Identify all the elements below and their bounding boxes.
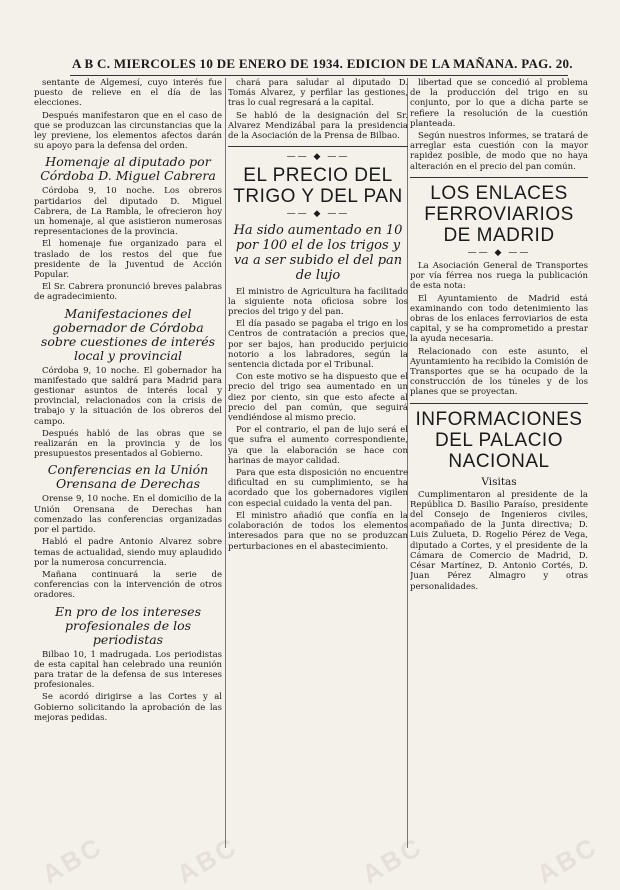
watermark: ABC — [356, 830, 429, 890]
subtitle: Ha sido aumentado en 10 por 100 el de los trigos y va a ser subido el del pan de lujo — [233, 222, 403, 283]
headline: Homenaje al diputado por Córdoba D. Miguel Cabrera — [40, 154, 216, 184]
subhead: Visitas — [481, 475, 517, 488]
paragraph: El Sr. Cabrera pronunció breves palabras de agradecimiento. — [34, 282, 222, 303]
headline: En pro de los intereses profesionales de los periodistas — [55, 603, 201, 647]
watermark: ABC — [171, 830, 244, 890]
paragraph: El ministro de Agricultura ha facilitado la siguiente nota oficiosa sobre los precios del trigo y del pan. — [228, 286, 408, 318]
section-title: INFORMACIONES DEL PALACIO NACIONAL — [415, 408, 583, 472]
section-divider — [410, 177, 588, 178]
paragraph: Después habló de las obras que se realizarán en la provincia y de los presupuestos presentados al Gobierno. — [34, 428, 222, 460]
ornament-rule: —— ◆ —— — [286, 209, 350, 220]
page-header — [72, 56, 572, 74]
paragraph: libertad que se concedió al problema de la producción del trigo en su conjunto, por lo que a dicha parte se refiere la resolución de la cuestión planteada. — [410, 78, 588, 129]
paragraph: Habló el padre Antonio Alvarez sobre temas de actualidad, siendo muy aplaudido por la numerosa concurrencia. — [34, 537, 222, 568]
paragraph: Se habló de la designación del Sr. Alvarez Mendizábal para la presidencia de la Asociación de la Prensa de Bilbao. — [228, 110, 408, 142]
paragraph: El Ayuntamiento de Madrid está examinando con todo detenimiento las obras de los enlaces ferroviarios de esta capital, y se ha comprometido a prestar la ayuda necesaria. — [410, 293, 588, 345]
headline: Manifestaciones del gobernador de Córdoba sobre cuestiones de interés local y provincial — [40, 305, 216, 363]
section-title: EL PRECIO DEL TRIGO Y DEL PAN — [233, 165, 403, 208]
paragraph: Relacionado con este asunto, el Ayuntamiento ha recibido la Comisión de Transportes que se ha ocupado de la construcción de los túneles y de los planes que se proyectan. — [410, 346, 588, 398]
header-rule — [70, 75, 568, 76]
paragraph: Se acordó dirigirse a las Cortes y al Gobierno solicitando la aprobación de las mejoras pedidas. — [34, 692, 222, 723]
column-2 — [228, 78, 408, 850]
paragraph: Córdoba 9, 10 noche. Los obreros partidarios del diputado D. Miguel Cabrera, de La Rambla, le ofrecieron hoy un homenaje, al que asistieron numerosas representaciones de la provincia. — [34, 186, 222, 238]
ornament-rule: —— ◆ —— — [467, 247, 531, 258]
section-title: LOS ENLACES FERROVIARIOS DE MADRID — [424, 182, 574, 246]
paragraph: La Asociación General de Transportes por vía férrea nos ruega la publicación de esta nota: — [410, 261, 588, 292]
paragraph: Según nuestros informes, se tratará de arreglar esta cuestión con la mayor rapidez posible, de modo que no haya alteración en el precio del pan común. — [410, 131, 588, 172]
paragraph: El ministro añadió que confía en la colaboración de todos los elementos interesados para que no se produzcan perturbaciones en el abastecimiento. — [228, 510, 408, 552]
paragraph: El día pasado se pagaba el trigo en los Centros de contratación a precios que, por ser bajos, han producido perjuicio notorio a los labradores, según la sentencia dictada por el Tribunal. — [228, 319, 408, 371]
paragraph: chará para saludar al diputado D. Tomás Alvarez, y perfilar las gestiones, tras lo cual regresará a la capital. — [228, 78, 408, 109]
paragraph: Con este motivo se ha dispuesto que el precio del trigo sea aumentado en un diez por ciento, sin que esto afecte al precio del pan común, que seguirá vendiéndose al mismo precio. — [228, 372, 408, 424]
headline: Conferencias en la Unión Orensana de Derechas — [47, 462, 209, 492]
watermark: ABC — [36, 830, 109, 890]
section-divider — [228, 146, 408, 147]
section-divider — [410, 403, 588, 404]
header-title: A B C. MIERCOLES 10 DE ENERO DE 1934. EDICION DE LA MAÑANA. PAG. 20. — [72, 56, 573, 71]
paragraph: Mañana continuará la serie de conferencias con la intervención de otros oradores. — [34, 569, 222, 601]
ornament-rule: —— ◆ —— — [286, 152, 350, 163]
paragraph: Para que esta disposición no encuentre dificultad en su cumplimiento, se ha acordado que los gobernadores vigilen con especial cuidado la venta del pan. — [228, 468, 408, 509]
paragraph: Córdoba 9, 10 noche. El gobernador ha manifestado que saldrá para Madrid para gestionar asuntos de interés local y provincial, relacionados con la crisis de trabajo y la situación de los obreros del campo. — [34, 365, 222, 427]
paragraph: Por el contrario, el pan de lujo será el que sufra el aumento correspondiente, ya que la elaboración se hace con harinas de mayor calidad. — [228, 425, 408, 466]
paragraph: Cumplimentaron al presidente de la República D. Basilio Paraíso, presidente del Consejo de Ingenieros civiles, acompañado de la Junta directiva; D. Luis Zulueta, D. Rogelio Pérez de Vega, diputado a Cortes, y el presidente de la Cámara de Comercio de Madrid, D. César Martínez, D. Antonio Cortés, D. Juan Pérez Almagro y otras personalidades. — [410, 489, 588, 592]
paragraph: Bilbao 10, 1 madrugada. Los periodistas de esta capital han celebrado una reunión para tratar de la defensa de sus intereses profesionales. — [34, 649, 222, 691]
column-divider — [225, 78, 226, 848]
paragraph: Orense 9, 10 noche. En el domicilio de la Unión Orensana de Derechas han comenzado las conferencias organizadas por el partido. — [34, 494, 222, 536]
paragraph: El homenaje fue organizado para el traslado de los restos del que fue presidente de la Juventud de Acción Popular. — [34, 239, 222, 281]
paragraph: Después manifestaron que en el caso de que se produzcan las circunstancias que la ley previene, los elementos afectos darán su apoyo para la defensa del orden. — [34, 110, 222, 152]
paragraph: sentante de Algemesí, cuyo interés fue puesto de relieve en el día de las elecciones. — [34, 78, 222, 109]
column-3 — [410, 78, 588, 850]
watermark: ABC — [531, 830, 604, 890]
column-1 — [34, 78, 222, 850]
